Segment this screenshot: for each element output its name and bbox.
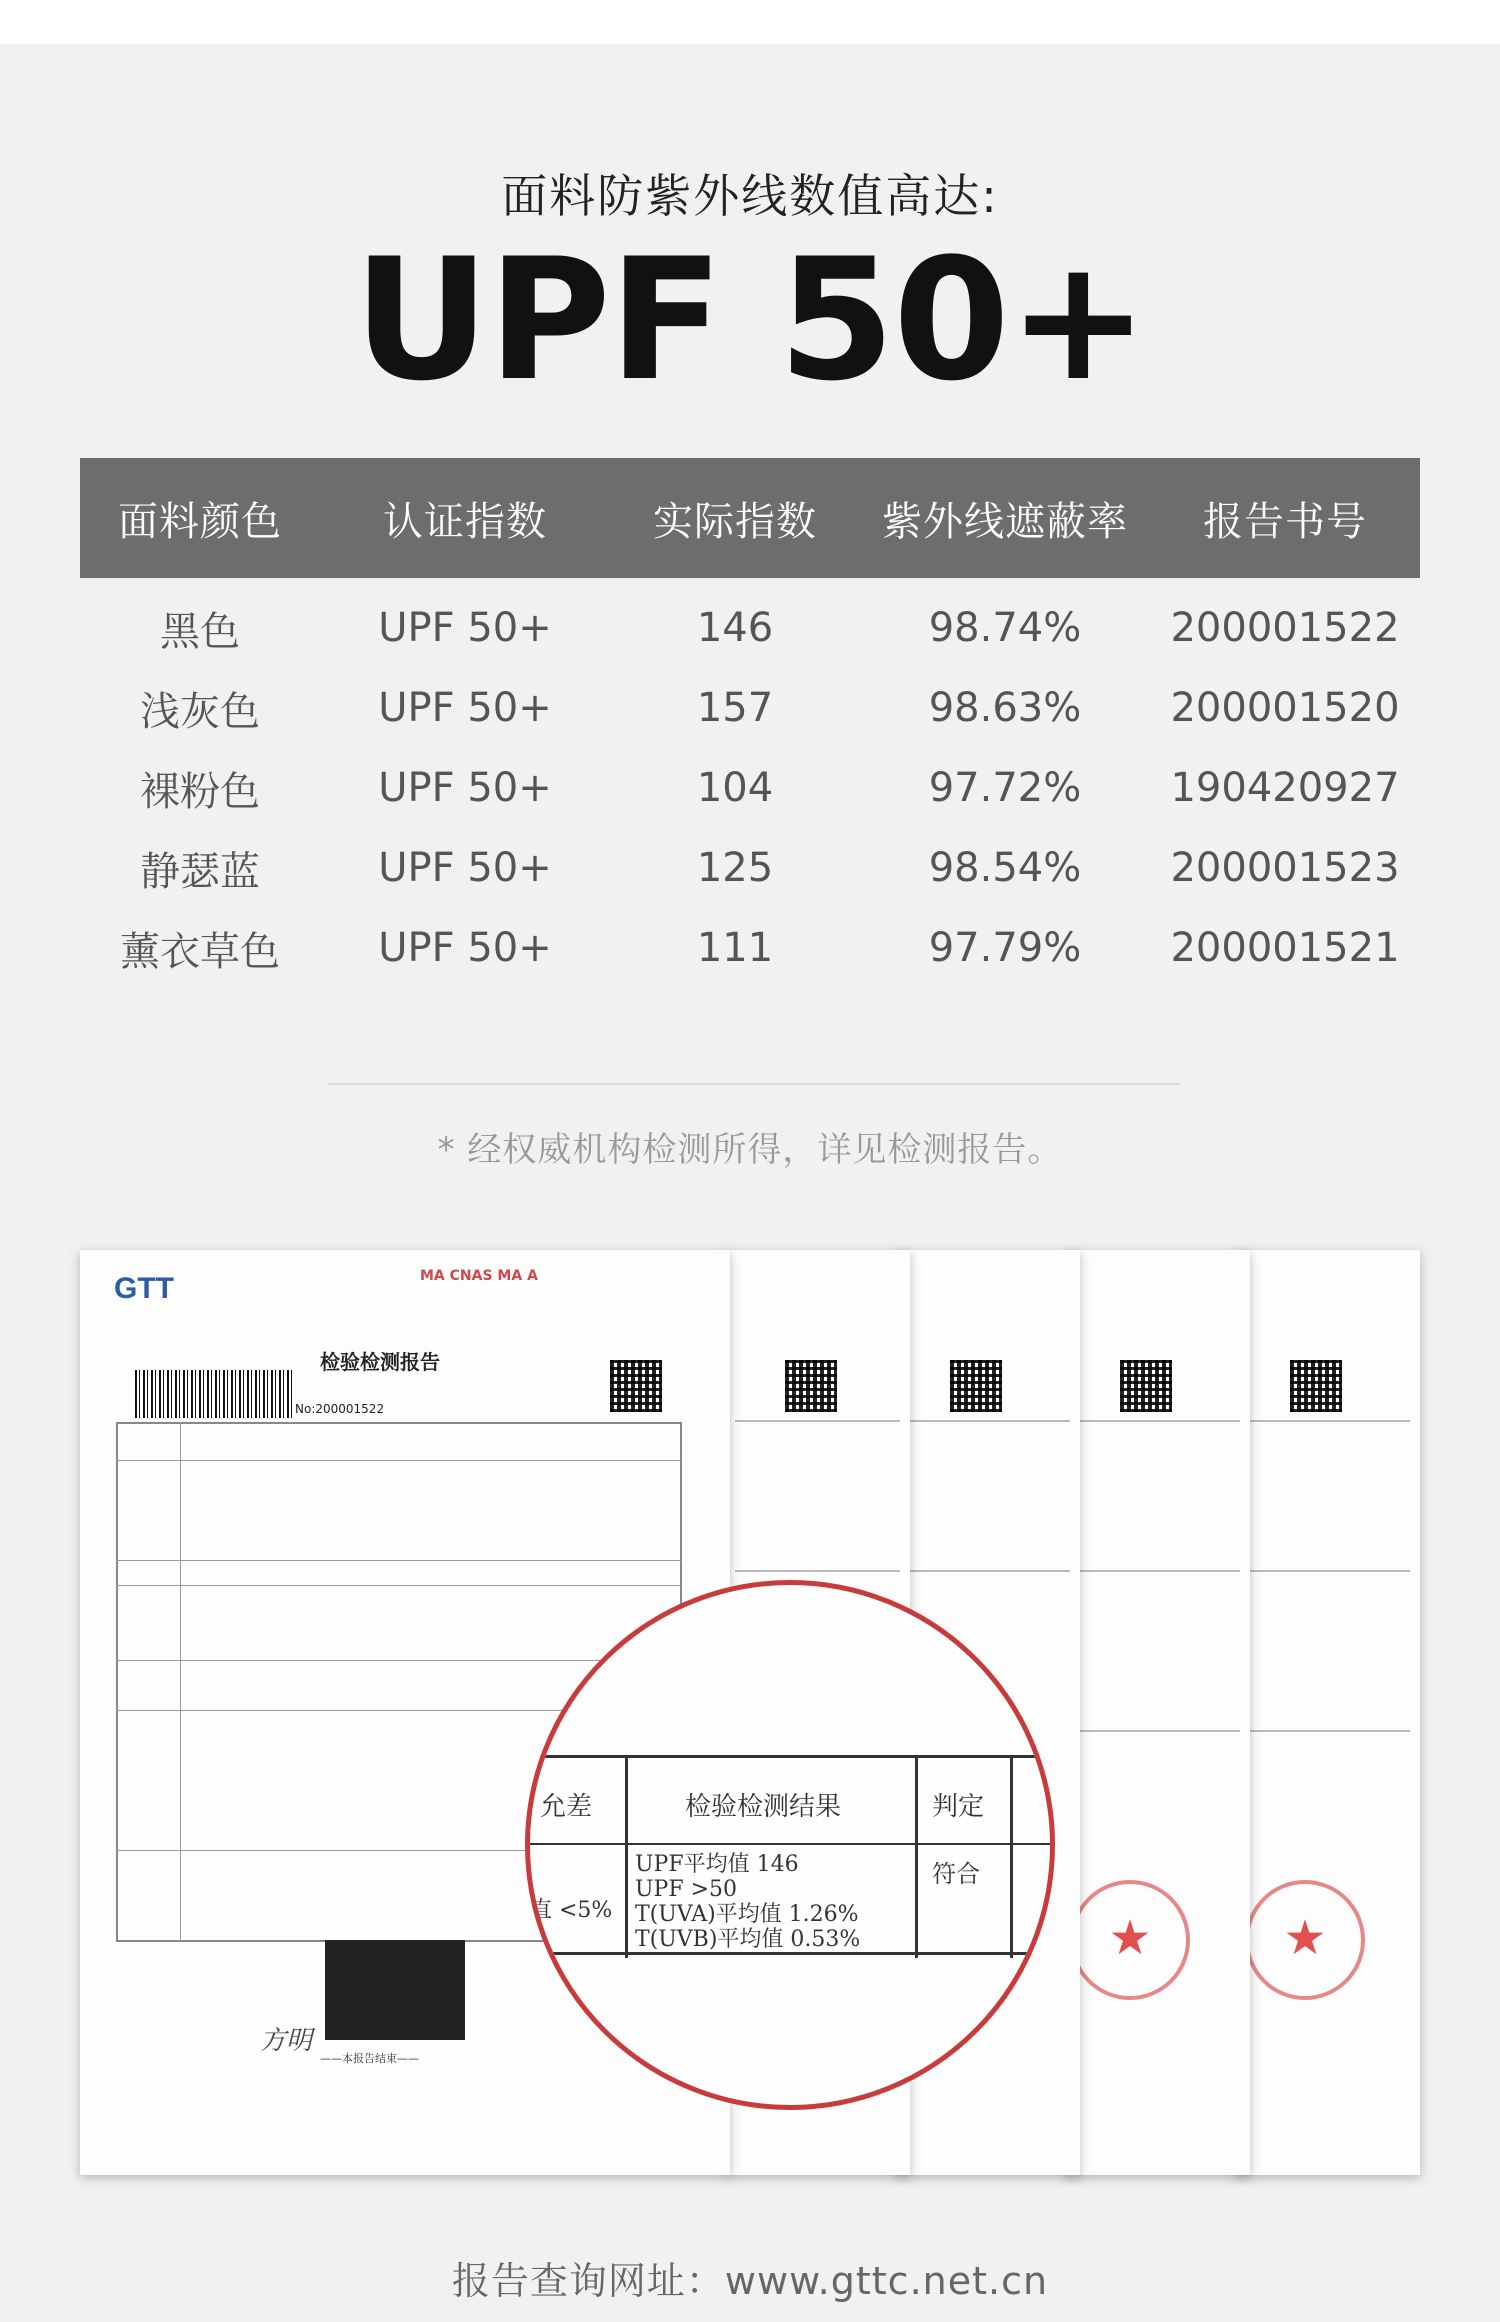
- report-number: No:200001522: [295, 1402, 385, 1416]
- cell-report-no: 200001523: [1170, 845, 1400, 891]
- table-line: [180, 1422, 181, 1942]
- magnified-table: [525, 1755, 1055, 1955]
- table-line: [625, 1758, 628, 1958]
- cell-certified: UPF 50+: [378, 765, 552, 811]
- report-end-text: ——本报告结束——: [320, 2052, 419, 2065]
- table-header: [80, 458, 1420, 578]
- cell-rate: 98.74%: [928, 605, 1082, 651]
- table-line: [735, 1420, 900, 1422]
- qr-code-icon: [610, 1360, 662, 1412]
- qr-code-icon: [785, 1360, 837, 1412]
- cell-actual: 111: [696, 925, 774, 971]
- cell-color: 裸粉色: [140, 768, 260, 815]
- table-line: [1075, 1420, 1240, 1422]
- table-row: [80, 908, 1420, 988]
- cell-rate: 98.63%: [928, 685, 1082, 731]
- cell-color: 浅灰色: [140, 688, 260, 735]
- top-strip: [0, 0, 1500, 44]
- header-report-number: 报告书号: [1203, 498, 1367, 545]
- cell-actual: 125: [696, 845, 774, 891]
- cell-report-no: 200001520: [1170, 685, 1400, 731]
- test-report-images: [80, 1250, 1420, 2180]
- table-line: [1245, 1730, 1410, 1732]
- table-row: [80, 588, 1420, 668]
- magnified-judgement-value: 符合: [932, 1860, 980, 1888]
- cell-certified: UPF 50+: [378, 685, 552, 731]
- handwritten-signature: 方明: [260, 2026, 313, 2056]
- table-line: [905, 1570, 1070, 1572]
- table-line: [735, 1570, 900, 1572]
- table-line: [1075, 1570, 1240, 1572]
- cell-certified: UPF 50+: [378, 845, 552, 891]
- cell-actual: 157: [696, 685, 774, 731]
- cell-certified: UPF 50+: [378, 925, 552, 971]
- report-sheet: [1235, 1250, 1420, 2175]
- cell-rate: 98.54%: [928, 845, 1082, 891]
- report-sheet: [1065, 1250, 1250, 2175]
- cell-certified: UPF 50+: [378, 605, 552, 651]
- magnified-tolerance-header: 允差: [540, 1792, 593, 1822]
- cell-color: 薰衣草色: [120, 928, 280, 975]
- report-title: 检验检测报告: [320, 1350, 440, 1374]
- star-icon: ★: [1108, 1910, 1152, 1966]
- cell-rate: 97.79%: [928, 925, 1082, 971]
- magnified-result: [525, 1580, 1055, 2110]
- header-certified-index: 认证指数: [383, 498, 547, 545]
- test-note: * 经权威机构检测所得，详见检测报告。: [437, 1130, 1063, 1170]
- header-fabric-color: 面料颜色: [118, 498, 282, 545]
- table-line: [915, 1758, 918, 1958]
- cell-actual: 146: [696, 605, 774, 651]
- magnified-tolerance-value: 直 <5%: [530, 1898, 613, 1923]
- magnified-result-line: UPF平均值 146: [635, 1852, 799, 1877]
- upf-heading: 面料防紫外线数值高达:: [501, 169, 999, 223]
- upf-test-table: [80, 458, 1420, 988]
- magnified-result-line: T(UVB)平均值 0.53%: [635, 1927, 861, 1952]
- magnified-result-line: T(UVA)平均值 1.26%: [635, 1902, 859, 1927]
- magnified-judgement-header: 判定: [932, 1792, 985, 1822]
- cell-color: 黑色: [160, 608, 240, 655]
- magnified-result-line: UPF >50: [635, 1877, 738, 1902]
- table-line: [116, 1585, 682, 1586]
- table-row: [80, 748, 1420, 828]
- table-line: [1075, 1730, 1240, 1732]
- table-body: [80, 578, 1420, 988]
- cell-report-no: 190420927: [1170, 765, 1400, 811]
- redaction-block: [325, 1940, 465, 2040]
- qr-code-icon: [1120, 1360, 1172, 1412]
- cell-report-no: 200001521: [1170, 925, 1400, 971]
- table-line: [1245, 1420, 1410, 1422]
- table-row: [80, 668, 1420, 748]
- cell-actual: 104: [696, 765, 774, 811]
- star-icon: ★: [1283, 1910, 1327, 1966]
- divider: [328, 1083, 1180, 1085]
- header-actual-index: 实际指数: [653, 498, 817, 545]
- table-line: [525, 1843, 1055, 1845]
- cell-report-no: 200001522: [1170, 605, 1400, 651]
- table-line: [1245, 1570, 1410, 1572]
- certification-marks: MA CNAS MA A: [420, 1268, 538, 1284]
- magnified-result-header: 检验检测结果: [685, 1792, 842, 1822]
- table-line: [905, 1420, 1070, 1422]
- table-line: [116, 1560, 682, 1561]
- qr-code-icon: [1290, 1360, 1342, 1412]
- cell-rate: 97.72%: [928, 765, 1082, 811]
- upf-value: UPF 50+: [353, 222, 1147, 418]
- gtt-logo: GTT: [114, 1272, 174, 1305]
- header-uv-shielding-rate: 紫外线遮蔽率: [882, 498, 1128, 545]
- report-query-url: 报告查询网址：www.gttc.net.cn: [451, 2259, 1049, 2303]
- barcode-icon: [135, 1370, 295, 1418]
- table-row: [80, 828, 1420, 908]
- table-line: [1010, 1758, 1013, 1958]
- qr-code-icon: [950, 1360, 1002, 1412]
- table-line: [116, 1460, 682, 1461]
- table-line: [116, 1660, 682, 1661]
- cell-color: 静瑟蓝: [140, 848, 260, 895]
